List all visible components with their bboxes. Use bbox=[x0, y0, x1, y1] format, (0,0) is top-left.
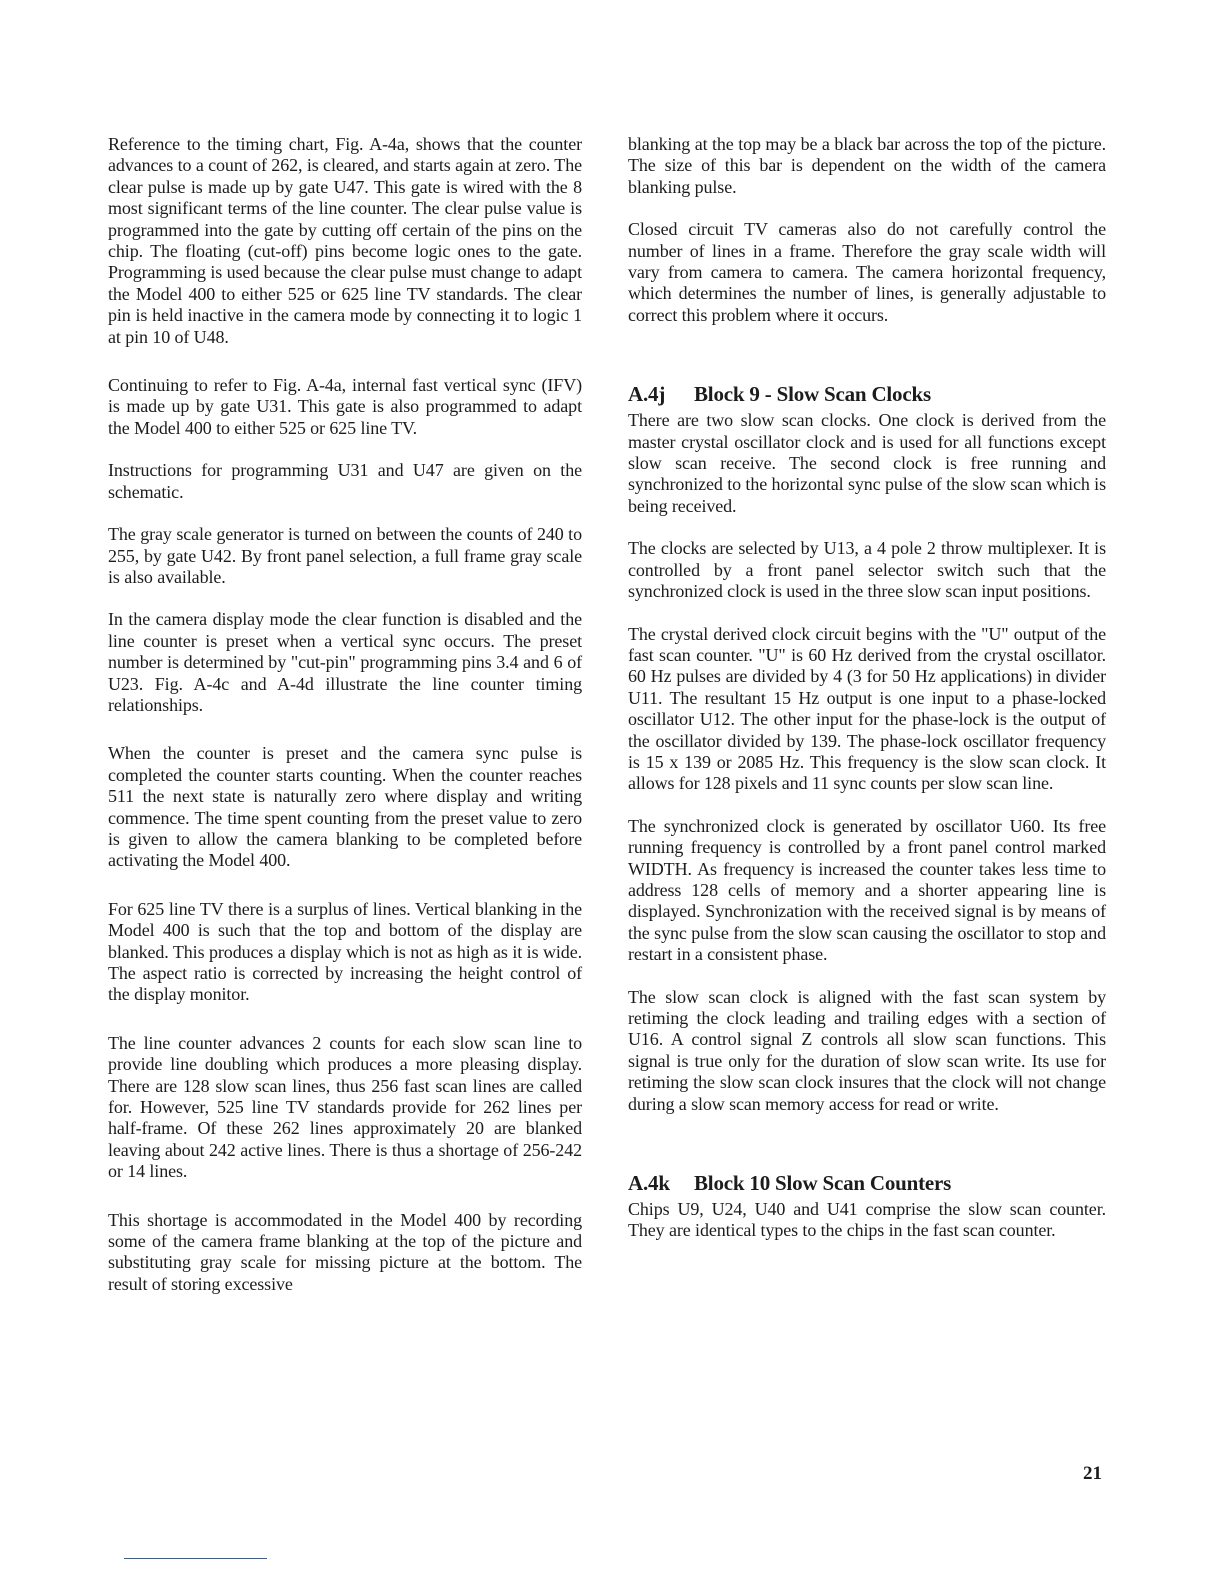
body-paragraph: Closed circuit TV cameras also do not carefully control the number of lines in a frame. Therefore the gray scale width will vary from camera to camera. The camera horizontal frequency, which determines the number of lines, is generally adjustable to correct this problem where it occurs. bbox=[628, 219, 1106, 325]
footnote-divider bbox=[124, 1558, 267, 1559]
body-paragraph: blanking at the top may be a black bar across the top of the picture. The size of this bar is dependent on the width of the camera blanking pulse. bbox=[628, 134, 1106, 197]
body-paragraph: The line counter advances 2 counts for each slow scan line to provide line doubling which produces a more pleasing display. There are 128 slow scan lines, thus 256 fast scan lines are called for. However, 525 line TV standards provide for 262 lines per half-frame. Of these 262 lines approximately 20 are blanked leaving about 242 active lines. There is thus a shortage of 256-242 or 14 lines. bbox=[108, 1032, 582, 1182]
body-paragraph: When the counter is preset and the camera sync pulse is completed the counter starts counting. When the counter reaches 511 the next state is naturally zero where display and writing commence. The time spent counting from the preset value to zero is given to allow the camera blanking to be completed before activating the Model 400. bbox=[108, 743, 582, 871]
body-paragraph: Instructions for programming U31 and U47 are given on the schematic. bbox=[108, 460, 582, 502]
section-number: A.4k bbox=[628, 1171, 670, 1196]
body-paragraph: The gray scale generator is turned on between the counts of 240 to 255, by gate U42. By front panel selection, a full frame gray scale is also available. bbox=[108, 524, 582, 587]
body-paragraph: The slow scan clock is aligned with the fast scan system by retiming the clock leading and trailing edges with a section of U16. A control signal Z controls all slow scan functions. This signal is true only for the duration of slow scan write. Its use for retiming the slow scan clock insures that the clock will not change during a slow scan memory access for read or write. bbox=[628, 986, 1106, 1114]
right-column bbox=[628, 134, 1106, 1242]
body-paragraph: The crystal derived clock circuit begins with the "U" output of the fast scan counter. "U" is 60 Hz derived from the crystal oscillator. 60 Hz pulses are divided by 4 (3 for 50 Hz applications) in divider U11. The resultant 15 Hz output is one input to a phase-locked oscillator U12. The other input for the phase-lock is the output of the oscillator divided by 139. The phase-lock oscillator frequency is 15 x 139 or 2085 Hz. This frequency is the slow scan clock. It allows for 128 pixels and 11 sync counts per slow scan line. bbox=[628, 623, 1106, 794]
section-title: Block 10 Slow Scan Counters bbox=[694, 1171, 952, 1196]
body-paragraph: There are two slow scan clocks. One clock is derived from the master crystal oscillator clock and is used for all functions except slow scan receive. The second clock is free running and synchronized to the horizontal sync pulse of the slow scan which is being received. bbox=[628, 410, 1106, 516]
body-paragraph: For 625 line TV there is a surplus of lines. Vertical blanking in the Model 400 is such that the top and bottom of the display are blanked. This produces a display which is not as high as it is wide. The aspect ratio is corrected by increasing the height control of the display monitor. bbox=[108, 898, 582, 1005]
left-column bbox=[108, 134, 582, 1295]
section-heading-a4k bbox=[628, 1171, 1106, 1195]
body-paragraph: Reference to the timing chart, Fig. A-4a, shows that the counter advances to a count of 262, is cleared, and starts again at zero. The clear pulse is made up by gate U47. This gate is wired with the 8 most significant terms of the line counter. The clear pulse value is programmed into the gate by cutting off certain of the pins on the chip. The floating (cut-off) pins become logic ones to the gate. Programming is used because the clear pulse must change to adapt the Model 400 to either 525 or 625 line TV standards. The clear pin is held inactive in the camera mode by connecting it to logic 1 at pin 10 of U48. bbox=[108, 134, 582, 347]
body-paragraph: The synchronized clock is generated by oscillator U60. Its free running frequency is controlled by a front panel control marked WIDTH. As frequency is increased the counter takes less time to address 128 cells of memory and a shorter appearing line is displayed. Synchronization with the received signal is by means of the sync pulse from the slow scan causing the oscillator to stop and restart in a consistent phase. bbox=[628, 815, 1106, 965]
body-paragraph: Continuing to refer to Fig. A-4a, internal fast vertical sync (IFV) is made up by gate U31. This gate is also programmed to adapt the Model 400 to either 525 or 625 line TV. bbox=[108, 375, 582, 438]
section-heading-a4j bbox=[628, 382, 1106, 406]
body-paragraph: This shortage is accommodated in the Model 400 by recording some of the camera frame blanking at the top of the picture and substituting gray scale for missing picture at the bottom. The result of storing excessive bbox=[108, 1209, 582, 1294]
body-paragraph: Chips U9, U24, U40 and U41 comprise the slow scan counter. They are identical types to the chips in the fast scan counter. bbox=[628, 1199, 1106, 1241]
body-paragraph: In the camera display mode the clear function is disabled and the line counter is preset when a vertical sync occurs. The preset number is determined by "cut-pin" programming pins 3.4 and 6 of U23. Fig. A-4c and A-4d illustrate the line counter timing relationships. bbox=[108, 609, 582, 715]
body-paragraph: The clocks are selected by U13, a 4 pole 2 throw multiplexer. It is controlled by a front panel selector switch such that the synchronized clock is used in the three slow scan input positions. bbox=[628, 538, 1106, 602]
page-number: 21 bbox=[1083, 1463, 1102, 1484]
section-number: A.4j bbox=[628, 382, 666, 407]
section-title: Block 9 - Slow Scan Clocks bbox=[694, 382, 931, 407]
